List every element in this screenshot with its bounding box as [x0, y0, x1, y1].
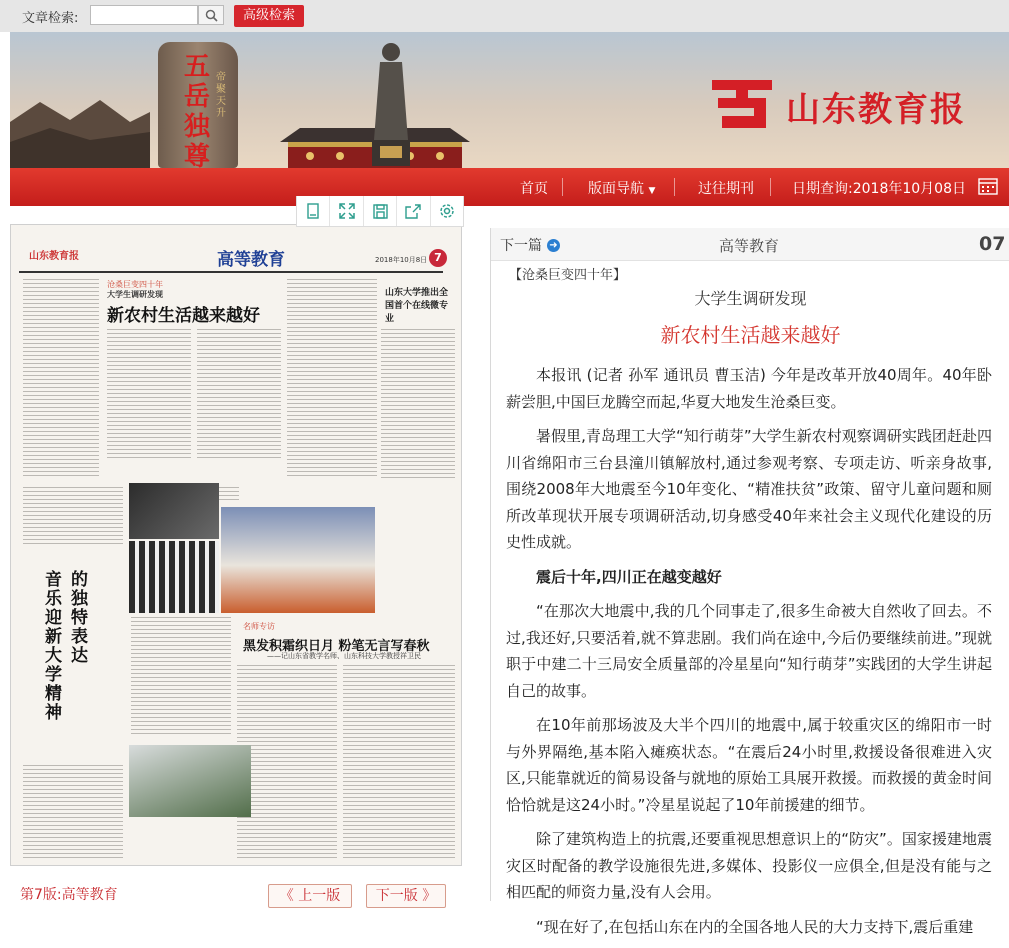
main-nav	[10, 168, 1009, 206]
prev-page-button[interactable]: 《 上一版	[268, 884, 352, 908]
gear-icon[interactable]	[431, 196, 463, 226]
mountain-scenery	[10, 92, 150, 168]
page-masthead-logo: 山东教育报	[29, 251, 79, 262]
article-header-bar	[491, 228, 1009, 261]
pdf-icon[interactable]	[297, 196, 330, 226]
nav-layout[interactable]	[588, 178, 655, 198]
article-paragraph: “现在好了,在包括山东在内的全国各地人民的大力支持下,震后重建	[536, 917, 974, 936]
text-column	[381, 329, 455, 479]
calendar-icon[interactable]	[978, 177, 998, 199]
confucius-statue	[372, 36, 410, 166]
article-paragraph: “在那次大地震中,我的几个同事走了,很多生命被大自然收了回去。不过,我还好,只要活着,就不算悲剧。我们尚在途中,今后仍要继续前进。”现就职于中建二十三局安全质量部的冷星星向“知行萌芽”实践团的大学生讲起自己的故事。	[506, 602, 992, 700]
date-query-value: 2018年10月08日	[852, 181, 966, 197]
nav-date-query[interactable]	[792, 178, 966, 198]
article-subtitle: 大学生调研发现	[694, 289, 807, 308]
page-side-headline: 山东大学推出全国首个在线微专业	[385, 288, 449, 324]
page-headline-bottom: 黑发积霜织日月 粉笔无言写春秋	[243, 639, 430, 654]
article-section: 高等教育	[719, 237, 780, 255]
newspaper-page[interactable]	[10, 224, 462, 866]
page-vertical-headline: 音乐迎新大学精神	[45, 570, 62, 723]
page-masthead	[19, 241, 443, 273]
share-icon[interactable]	[397, 196, 430, 226]
article-title: 新农村生活越来越好	[660, 323, 841, 347]
article-paragraph: 本报讯 (记者 孙军 通讯员 曹玉洁) 今年是改革开放40周年。40年卧薪尝胆,中国巨龙腾空而起,华夏大地发生沧桑巨变。	[506, 366, 992, 411]
page-vertical-headline-2: 的独特表达	[71, 570, 88, 666]
text-column	[23, 487, 123, 547]
save-icon[interactable]	[364, 196, 397, 226]
text-column	[237, 665, 337, 859]
current-page-label: 第7版:高等教育	[20, 887, 118, 903]
next-page-button[interactable]: 下一版 》	[366, 884, 446, 908]
text-column	[197, 329, 281, 459]
page-number-badge: 7	[429, 249, 447, 267]
search-button[interactable]	[198, 5, 224, 25]
logo-mark-icon	[710, 76, 774, 132]
chevron-down-icon: ▼	[648, 186, 656, 196]
rock-inscription: 五岳独尊	[183, 52, 210, 168]
page-kicker: 沧桑巨变四十年	[107, 280, 163, 289]
article-panel	[490, 228, 1009, 936]
page-headline-bottom-sub: ——记山东省教学名师、山东科技大学教授祥卫民	[267, 652, 421, 660]
article-subheading: 震后十年,四川正在越变越好	[536, 567, 722, 586]
search-icon	[205, 9, 218, 22]
nav-past-issues[interactable]: 过往期刊	[698, 181, 754, 197]
rock-sub-inscription: 帝聚天升	[216, 72, 226, 119]
text-column	[131, 617, 231, 735]
page-kicker-bottom: 名师专访	[243, 622, 275, 631]
search-label: 文章检索:	[22, 11, 79, 26]
site-logo[interactable]	[710, 74, 1000, 134]
next-article-link[interactable]	[500, 235, 560, 255]
text-column	[287, 279, 377, 479]
text-column	[23, 765, 123, 859]
article-column: 【沧桑巨变四十年】	[509, 268, 627, 283]
photo-students	[129, 483, 219, 539]
photo-lab	[129, 745, 251, 817]
photo-choir	[129, 541, 219, 613]
text-column	[343, 665, 455, 859]
page-section-title: 高等教育	[217, 250, 285, 270]
search-input[interactable]	[90, 5, 198, 25]
page-date: 2018年10月8日	[375, 256, 428, 264]
text-column	[107, 329, 191, 459]
article-paragraph: 暑假里,青岛理工大学“知行萌芽”大学生新农村观察调研实践团赶赴四川省绵阳市三台县潼川镇解放村,通过参观考察、专项走访、听亲身故事,围绕2008年大地震至今10年变化、“精准扶贫”政策、留守儿童问题和厕所改革现状开展专项调研活动,切身感受40年来社会主义现代化建设的历史性成就。	[506, 427, 992, 551]
five-peaks-rock	[158, 42, 238, 168]
nav-home[interactable]: 首页	[520, 181, 548, 197]
nav-divider	[562, 178, 563, 196]
article-body	[506, 362, 992, 948]
article-paragraph: 在10年前那场波及大半个四川的地震中,属于较重灾区的绵阳市一时与外界隔绝,基本陷入瘫痪状态。“在震后24小时里,救援设备很难进入灾区,只能靠就近的简易设备与就地的原始工具展开救援。而救援的黄金时间恰恰就是这24小时。”冷星星说起了10年前援建的细节。	[506, 716, 992, 814]
photo-concert	[221, 507, 375, 613]
page-headline-small: 大学生调研发现	[107, 290, 163, 299]
nav-divider	[770, 178, 771, 196]
fullscreen-icon[interactable]	[330, 196, 363, 226]
nav-layout-label: 版面导航	[588, 181, 644, 197]
page-toolbar	[296, 196, 464, 227]
next-article-label: 下一篇	[500, 238, 542, 254]
text-column	[23, 279, 99, 479]
article-page-number: 07	[979, 233, 1006, 255]
search-bar	[0, 0, 1009, 32]
header-banner	[10, 32, 1009, 168]
article-paragraph: 除了建筑构造上的抗震,还要重视思想意识上的“防灾”。国家援建地震灾区时配备的教学设施很先进,多媒体、投影仪一应俱全,但是没有能与之相匹配的师资力量,没有人会用。	[506, 830, 992, 901]
arrow-right-icon: ➜	[547, 239, 560, 252]
logo-text: 山东教育报	[786, 90, 966, 130]
date-query-label: 日期查询:	[792, 181, 853, 197]
nav-divider	[674, 178, 675, 196]
page-headline: 新农村生活越来越好	[107, 306, 260, 326]
advanced-search-button[interactable]: 高级检索	[234, 5, 304, 27]
